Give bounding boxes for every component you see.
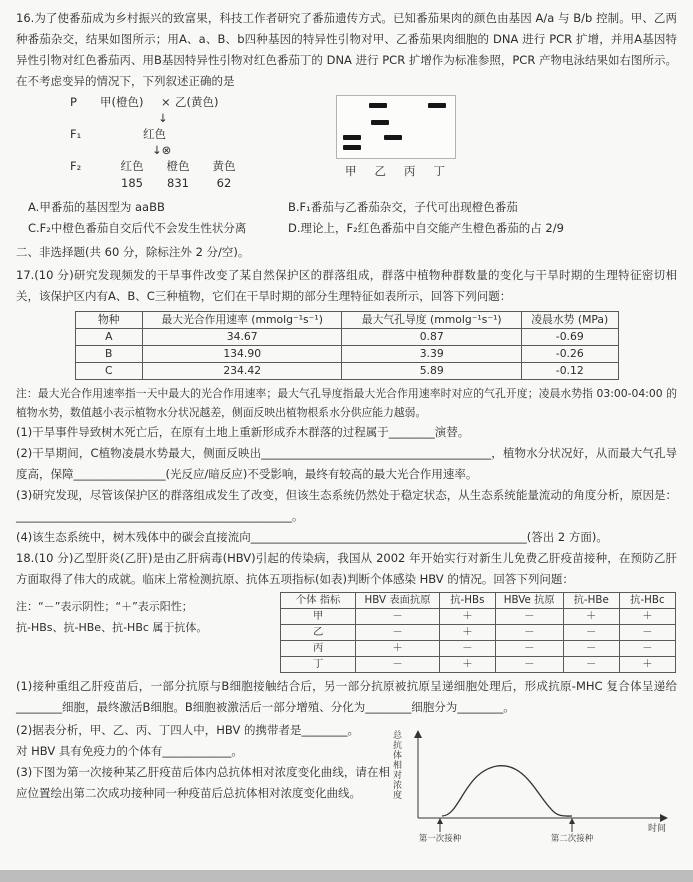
- q18-cell: －: [619, 641, 675, 657]
- first-injection-arrowhead-icon: [437, 818, 443, 824]
- option-b: B.F₁番茄与乙番茄杂交，子代可出现橙色番茄: [288, 200, 518, 214]
- antibody-curve-path: [442, 766, 572, 816]
- cross-p-label: P: [70, 95, 77, 109]
- q18-cell: －: [495, 625, 563, 641]
- f2-phenotype: 黄色: [212, 159, 236, 173]
- cross-parent2: 乙(黄色): [175, 95, 219, 109]
- q17-sub3: (3)研究发现，尽管该保护区的群落组成发生了改变，但该生态系统仍然处于稳定状态，从生态系统能量流动的角度分析，原因是：________________________________________________。: [16, 488, 677, 523]
- q16-stem: 16.为了使番茄成为乡村振兴的致富果，科技工作者研究了番茄遗传方式。已知番茄果肉的颜色由基因 A/a 与 B/b 控制。甲、乙两种番茄杂交，结果如图所示；用A、a、B、b四种基因的特异性引物对甲、乙番茄果肉细胞的 DNA 进行 PCR 扩增，并用A基因特异性引物对红色番茄丙、用B基因特异性引物对红色番茄丁的 DNA 进行 PCR 扩增作为标准参照，PCR 产物电泳结果如右图所示。在不考虑变异的情况下，下列叙述正确的是: [16, 11, 677, 88]
- q16-figures: [16, 95, 677, 193]
- q16-options-row-2: [16, 218, 677, 239]
- cross-f2-label: F₂: [70, 159, 82, 173]
- q18-header-cell: 抗-HBs: [439, 593, 495, 609]
- table-header-row: [75, 312, 618, 329]
- q17-cell: A: [75, 329, 143, 346]
- q17-cell: -0.12: [522, 363, 618, 380]
- q17-cell: C: [75, 363, 143, 380]
- q18-cell: －: [495, 609, 563, 625]
- question-18: [16, 548, 677, 844]
- q17-cell: 5.89: [342, 363, 522, 380]
- q18-header-cell: 个体 指标: [281, 593, 356, 609]
- f2-count: 185: [121, 176, 143, 190]
- table-row: [75, 329, 618, 346]
- table-header-row: [281, 593, 676, 609]
- q17-sub1: (1)干旱事件导致树木死亡后，在原有土地上重新形成乔木群落的过程属于________演替。: [16, 425, 470, 439]
- q18-cell: －: [563, 641, 619, 657]
- q18-header-cell: 抗-HBc: [619, 593, 675, 609]
- table-row: [281, 641, 676, 657]
- table-row: [75, 363, 618, 380]
- gel-lane-label: 丙: [404, 164, 416, 178]
- q18-sub-questions: [16, 720, 390, 844]
- section-2-header: 二、非选择题(共 60 分，除标注外 2 分/空)。: [16, 245, 250, 259]
- gel-band: [428, 103, 446, 108]
- q18-sub1: (1)接种重组乙肝疫苗后，一部分抗原与B细胞接触结合后，另一部分抗原被抗原呈递细胞处理后，形成抗原-MHC 复合体呈递给________细胞，最终激活B细胞。B细胞被激活后一部分增殖、分化为________细胞分为________。: [16, 679, 677, 714]
- q18-cell: ＋: [439, 625, 495, 641]
- q18-sub3: (3)下图为第一次接种某乙肝疫苗后体内总抗体相对浓度变化曲线，请在相应位置绘出第二次成功接种同一种疫苗后总抗体相对浓度变化曲线。: [16, 765, 390, 800]
- q18-cell: －: [619, 625, 675, 641]
- gel-lanes-area: [336, 95, 456, 159]
- q18-note: [16, 592, 280, 673]
- q16-options-row-1: [16, 197, 677, 218]
- q18-cell: 丙: [281, 641, 356, 657]
- x-axis-arrow-icon: [660, 814, 668, 822]
- q18-cell: ＋: [619, 657, 675, 673]
- q18-header-cell: HBV 表面抗原: [356, 593, 440, 609]
- q18-cell: ＋: [439, 657, 495, 673]
- gel-band: [369, 103, 387, 108]
- q17-note: 注：最大光合作用速率指一天中最大的光合作用速率；最大气孔导度指最大光合作用速率时对应的气孔开度；凌晨水势指 03:00-04:00 的植物水势，数值越小表示植物水分状况越差，侧面反映出植物根系水分供应能力越弱。: [16, 387, 677, 419]
- q18-cell: －: [563, 625, 619, 641]
- q18-cell: ＋: [356, 641, 440, 657]
- gel-lane-labels: [336, 161, 454, 182]
- option-d: D.理论上，F₂红色番茄中自交能产生橙色番茄的占 2/9: [288, 221, 564, 235]
- q18-bottom-block: [16, 720, 677, 844]
- q18-cell: ＋: [563, 609, 619, 625]
- graph-y-axis-label: 总抗体相对浓度: [391, 730, 401, 800]
- q18-hbv-table: [280, 592, 676, 673]
- antibody-curve-graph: [402, 728, 682, 844]
- q18-cell: 甲: [281, 609, 356, 625]
- cross-f1-phenotype: 红色: [143, 127, 166, 141]
- graph-x-axis-label: 时间: [647, 824, 666, 834]
- q18-cell: －: [439, 641, 495, 657]
- q17-sub2: (2)干旱期间，C植物凌晨水势最大，侧面反映出________________________________________，植物水分状况好，从而最大气孔导度高，保障________________(光反应/暗反应)不受影响，最终有较高的最大光合作用速率。: [16, 446, 677, 481]
- q18-note-line: 抗-HBs、抗-HBe、抗-HBc 属于抗体。: [16, 621, 208, 634]
- gel-lane-label: 丁: [433, 164, 445, 178]
- second-injection-arrowhead-icon: [569, 818, 575, 824]
- f2-phenotype: 红色: [120, 159, 144, 173]
- gel-band: [371, 120, 389, 125]
- q17-cell: -0.69: [522, 329, 618, 346]
- question-17: [16, 265, 677, 548]
- y-axis-arrow-icon: [414, 730, 422, 738]
- q17-cell: -0.26: [522, 346, 618, 363]
- cross-diagram: [58, 95, 310, 193]
- gel-lane-label: 乙: [374, 164, 386, 178]
- antibody-curve-figure: [390, 720, 682, 844]
- cross-self-cross-icon: ↓⊗: [152, 143, 172, 157]
- q17-cell: 234.42: [143, 363, 342, 380]
- q18-cell: －: [356, 625, 440, 641]
- q18-cell: －: [563, 657, 619, 673]
- q18-cell: ＋: [619, 609, 675, 625]
- option-c: C.F₂中橙色番茄自交后代不会发生性状分离: [28, 221, 247, 235]
- q18-cell: －: [356, 657, 440, 673]
- gel-figure: [336, 95, 456, 182]
- q17-cell: B: [75, 346, 143, 363]
- q17-stem: 17.(10 分)研究发现频发的干旱事件改变了某自然保护区的群落组成，群落中植物种群数量的变化与干旱时期的生理特征密切相关，该保护区内有A、B、C三种植物，它们在干旱时期的部分生理特征如表所示，回答下列问题：: [16, 268, 677, 303]
- q18-header-cell: HBVe 抗原: [495, 593, 563, 609]
- table-row: [75, 346, 618, 363]
- gel-lane-label: 甲: [345, 164, 357, 178]
- gel-band: [384, 135, 402, 140]
- table-row: [281, 609, 676, 625]
- q17-cell: 3.39: [342, 346, 522, 363]
- q18-cell: 乙: [281, 625, 356, 641]
- q18-cell: －: [495, 657, 563, 673]
- second-injection-label: 第二次接种: [550, 834, 594, 844]
- option-a: A.甲番茄的基因型为 aaBB: [28, 200, 165, 214]
- q17-cell: 34.67: [143, 329, 342, 346]
- q18-header-cell: 抗-HBe: [563, 593, 619, 609]
- f2-count: 831: [167, 176, 189, 190]
- q18-cell: 丁: [281, 657, 356, 673]
- cross-parent1: 甲(橙色): [100, 95, 144, 109]
- f2-count: 62: [216, 176, 232, 190]
- q18-stem: 18.(10 分)乙型肝炎(乙肝)是由乙肝病毒(HBV)引起的传染病，我国从 2002 年开始实行对新生儿免费乙肝疫苗接种，在预防乙肝方面取得了伟大的成就。临床上常检测抗原、抗体五项指标(如表)判断个体感染 HBV 的情况。回答下列问题：: [16, 551, 677, 586]
- cross-f1-label: F₁: [70, 127, 82, 141]
- q17-sub4: (4)该生态系统中，树木残体中的碳会直接流向________________________________________________(答出 2 方面)。: [16, 530, 608, 544]
- q17-header-cell: 凌晨水势 (MPa): [522, 312, 618, 329]
- q18-cell: －: [356, 609, 440, 625]
- q18-cell: －: [495, 641, 563, 657]
- cross-arrow-down-icon: ↓: [158, 111, 168, 125]
- q17-header-cell: 物种: [75, 312, 143, 329]
- q17-header-cell: 最大光合作用速率 (mmolg⁻¹s⁻¹): [143, 312, 342, 329]
- table-row: [281, 657, 676, 673]
- first-injection-label: 第一次接种: [418, 834, 462, 844]
- f2-phenotype: 橙色: [166, 159, 190, 173]
- q17-cell: 0.87: [342, 329, 522, 346]
- q18-note-and-table: [16, 592, 677, 673]
- q17-header-cell: 最大气孔导度 (mmolg⁻¹s⁻¹): [342, 312, 522, 329]
- question-16: [16, 8, 677, 239]
- q17-cell: 134.90: [143, 346, 342, 363]
- scan-edge-strip: [0, 870, 693, 882]
- q18-note-line: 注：“－”表示阴性；“＋”表示阳性；: [16, 600, 193, 613]
- q18-sub2b: 对 HBV 具有免疫力的个体有____________。: [16, 744, 243, 758]
- table-row: [281, 625, 676, 641]
- q17-physiology-table: [75, 311, 619, 380]
- q18-cell: ＋: [439, 609, 495, 625]
- q18-sub2a: (2)据表分析，甲、乙、丙、丁四人中，HBV 的携带者是________。: [16, 723, 359, 737]
- cross-symbol: ×: [161, 95, 171, 109]
- gel-band: [343, 145, 361, 150]
- gel-band: [343, 135, 361, 140]
